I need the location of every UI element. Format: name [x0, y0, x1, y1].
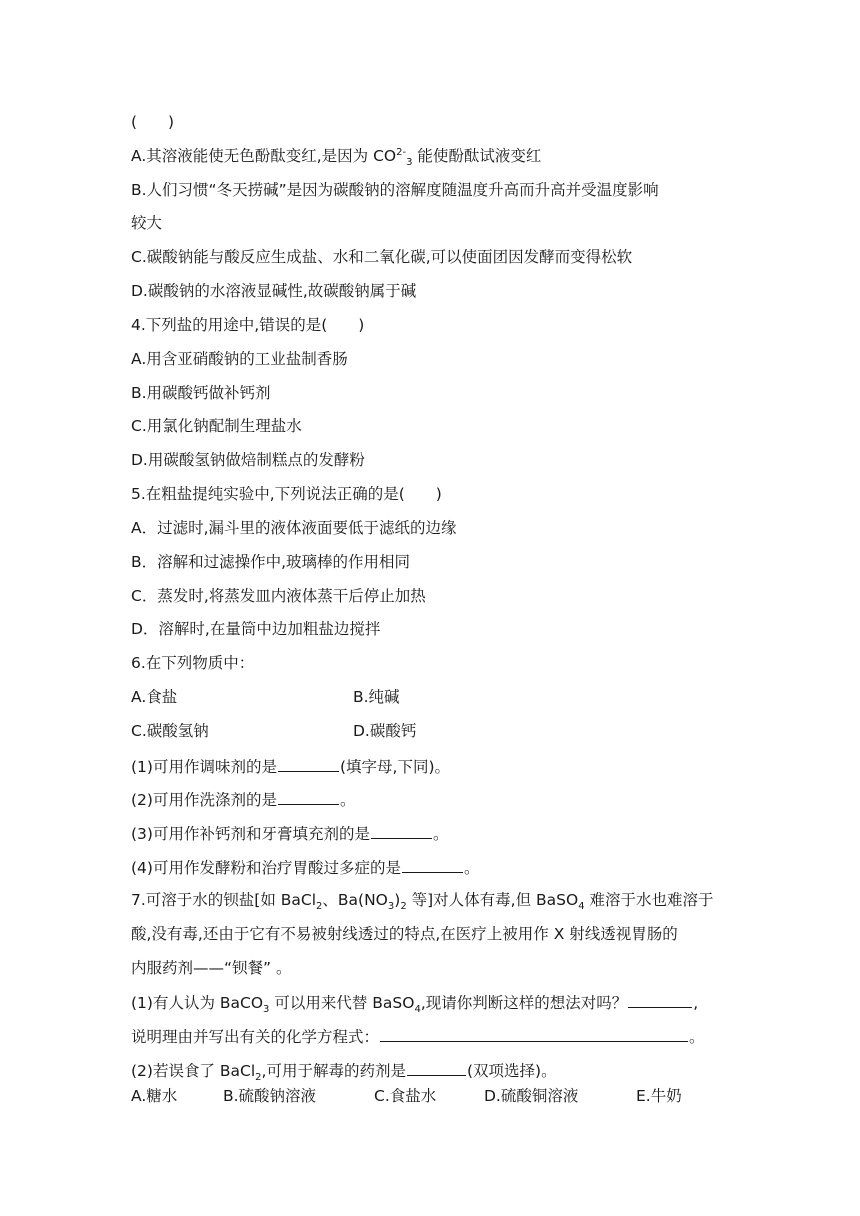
q4-option-c: C.用氯化钠配制生理盐水 [131, 417, 302, 435]
q5-option-d: D．溶解时,在量筒中边加粗盐边搅拌 [131, 620, 381, 638]
q6-option-b: B.纯碱 [353, 688, 400, 706]
q3-option-c: C.碳酸钠能与酸反应生成盐、水和二氧化碳,可以使面团因发酵而变得松软 [131, 248, 633, 266]
q6-part-3-blank[interactable] [371, 822, 432, 839]
q6-option-d: D.碳酸钙 [353, 722, 417, 740]
q4-option-a: A.用含亚硝酸钠的工业盐制香肠 [131, 350, 348, 368]
q7-option-d: D.硫酸铜溶液 [484, 1087, 579, 1105]
q6-part-1: (1)可用作调味剂的是 (填字母,下同)。 [131, 755, 760, 777]
q6-part-1-blank[interactable] [278, 755, 339, 772]
q6-option-a: A.食盐 [131, 688, 178, 706]
q7-option-c: C.食盐水 [374, 1087, 437, 1105]
q7-part-1-line1: (1)有人认为 BaCO$_3$ 可以用来代替 BaSO$_4$,现请你判断这样的想法对吗？ , [131, 991, 760, 1013]
q6-part-4: (4)可用作发酵粉和治疗胃酸过多症的是 。 [131, 856, 760, 878]
q7-part-1-line2: 说明理由并写出有关的化学方程式： 。 [131, 1025, 760, 1047]
q7-part-1-equation-blank[interactable] [380, 1025, 688, 1042]
q6-stem: 6.在下列物质中： [131, 654, 255, 672]
q3-option-b-line1: B.人们习惯“冬天捞碱”是因为碳酸钠的溶解度随温度升高而升高并受温度影响 [131, 181, 659, 199]
q4-option-d: D.用碳酸氢钠做焙制糕点的发酵粉 [131, 451, 365, 469]
q6-part-3: (3)可用作补钙剂和牙膏填充剂的是 。 [131, 822, 760, 844]
q7-option-b: B.硫酸钠溶液 [223, 1087, 317, 1105]
q4-option-b: B.用碳酸钙做补钙剂 [131, 384, 271, 402]
q7-part-1-judgement-blank[interactable] [628, 991, 692, 1008]
q7-stem-line3: 内服药剂——“钡餐” 。 [131, 959, 292, 977]
q7-part-2-blank[interactable] [407, 1059, 466, 1076]
q7-option-a: A.糖水 [131, 1087, 178, 1105]
q7-stem-line1: 7.可溶于水的钡盐[如 BaCl$_2$、$Ba(NO_3)_2$ 等]对人体有毒,但 BaSO$_4$ 难溶于水也难溶于 [131, 891, 714, 913]
q7-stem-line2: 酸,没有毒,还由于它有不易被射线透过的特点,在医疗上被用作 X 射线透视胃肠的 [131, 925, 678, 943]
q3-option-a: A.其溶液能使无色酚酞变红,是因为 $CO^{2-}_3$ 能使酚酞试液变红 [131, 146, 542, 169]
q4-stem: 4.下列盐的用途中,错误的是( ) [131, 316, 365, 334]
q7-part-2: (2)若误食了 BaCl$_2$,可用于解毒的药剂是 (双项选择)。 [131, 1059, 760, 1081]
q6-part-2-blank[interactable] [278, 788, 339, 805]
q5-option-b: B．溶解和过滤操作中,玻璃棒的作用相同 [131, 553, 411, 571]
q5-option-a: A．过滤时,漏斗里的液体液面要低于滤纸的边缘 [131, 519, 457, 537]
q7-option-e: E.牛奶 [636, 1087, 682, 1105]
q3-option-d: D.碳酸钠的水溶液显碱性,故碳酸钠属于碱 [131, 282, 417, 300]
q3-paren: ( ) [131, 113, 175, 131]
q3-option-b-line2: 较大 [131, 214, 163, 232]
q6-part-4-blank[interactable] [402, 856, 463, 873]
q6-part-2: (2)可用作洗涤剂的是 。 [131, 788, 760, 810]
q5-stem: 5.在粗盐提纯实验中,下列说法正确的是( ) [131, 485, 442, 503]
q5-option-c: C．蒸发时,将蒸发皿内液体蒸干后停止加热 [131, 587, 426, 605]
q6-option-c: C.碳酸氢钠 [131, 722, 209, 740]
